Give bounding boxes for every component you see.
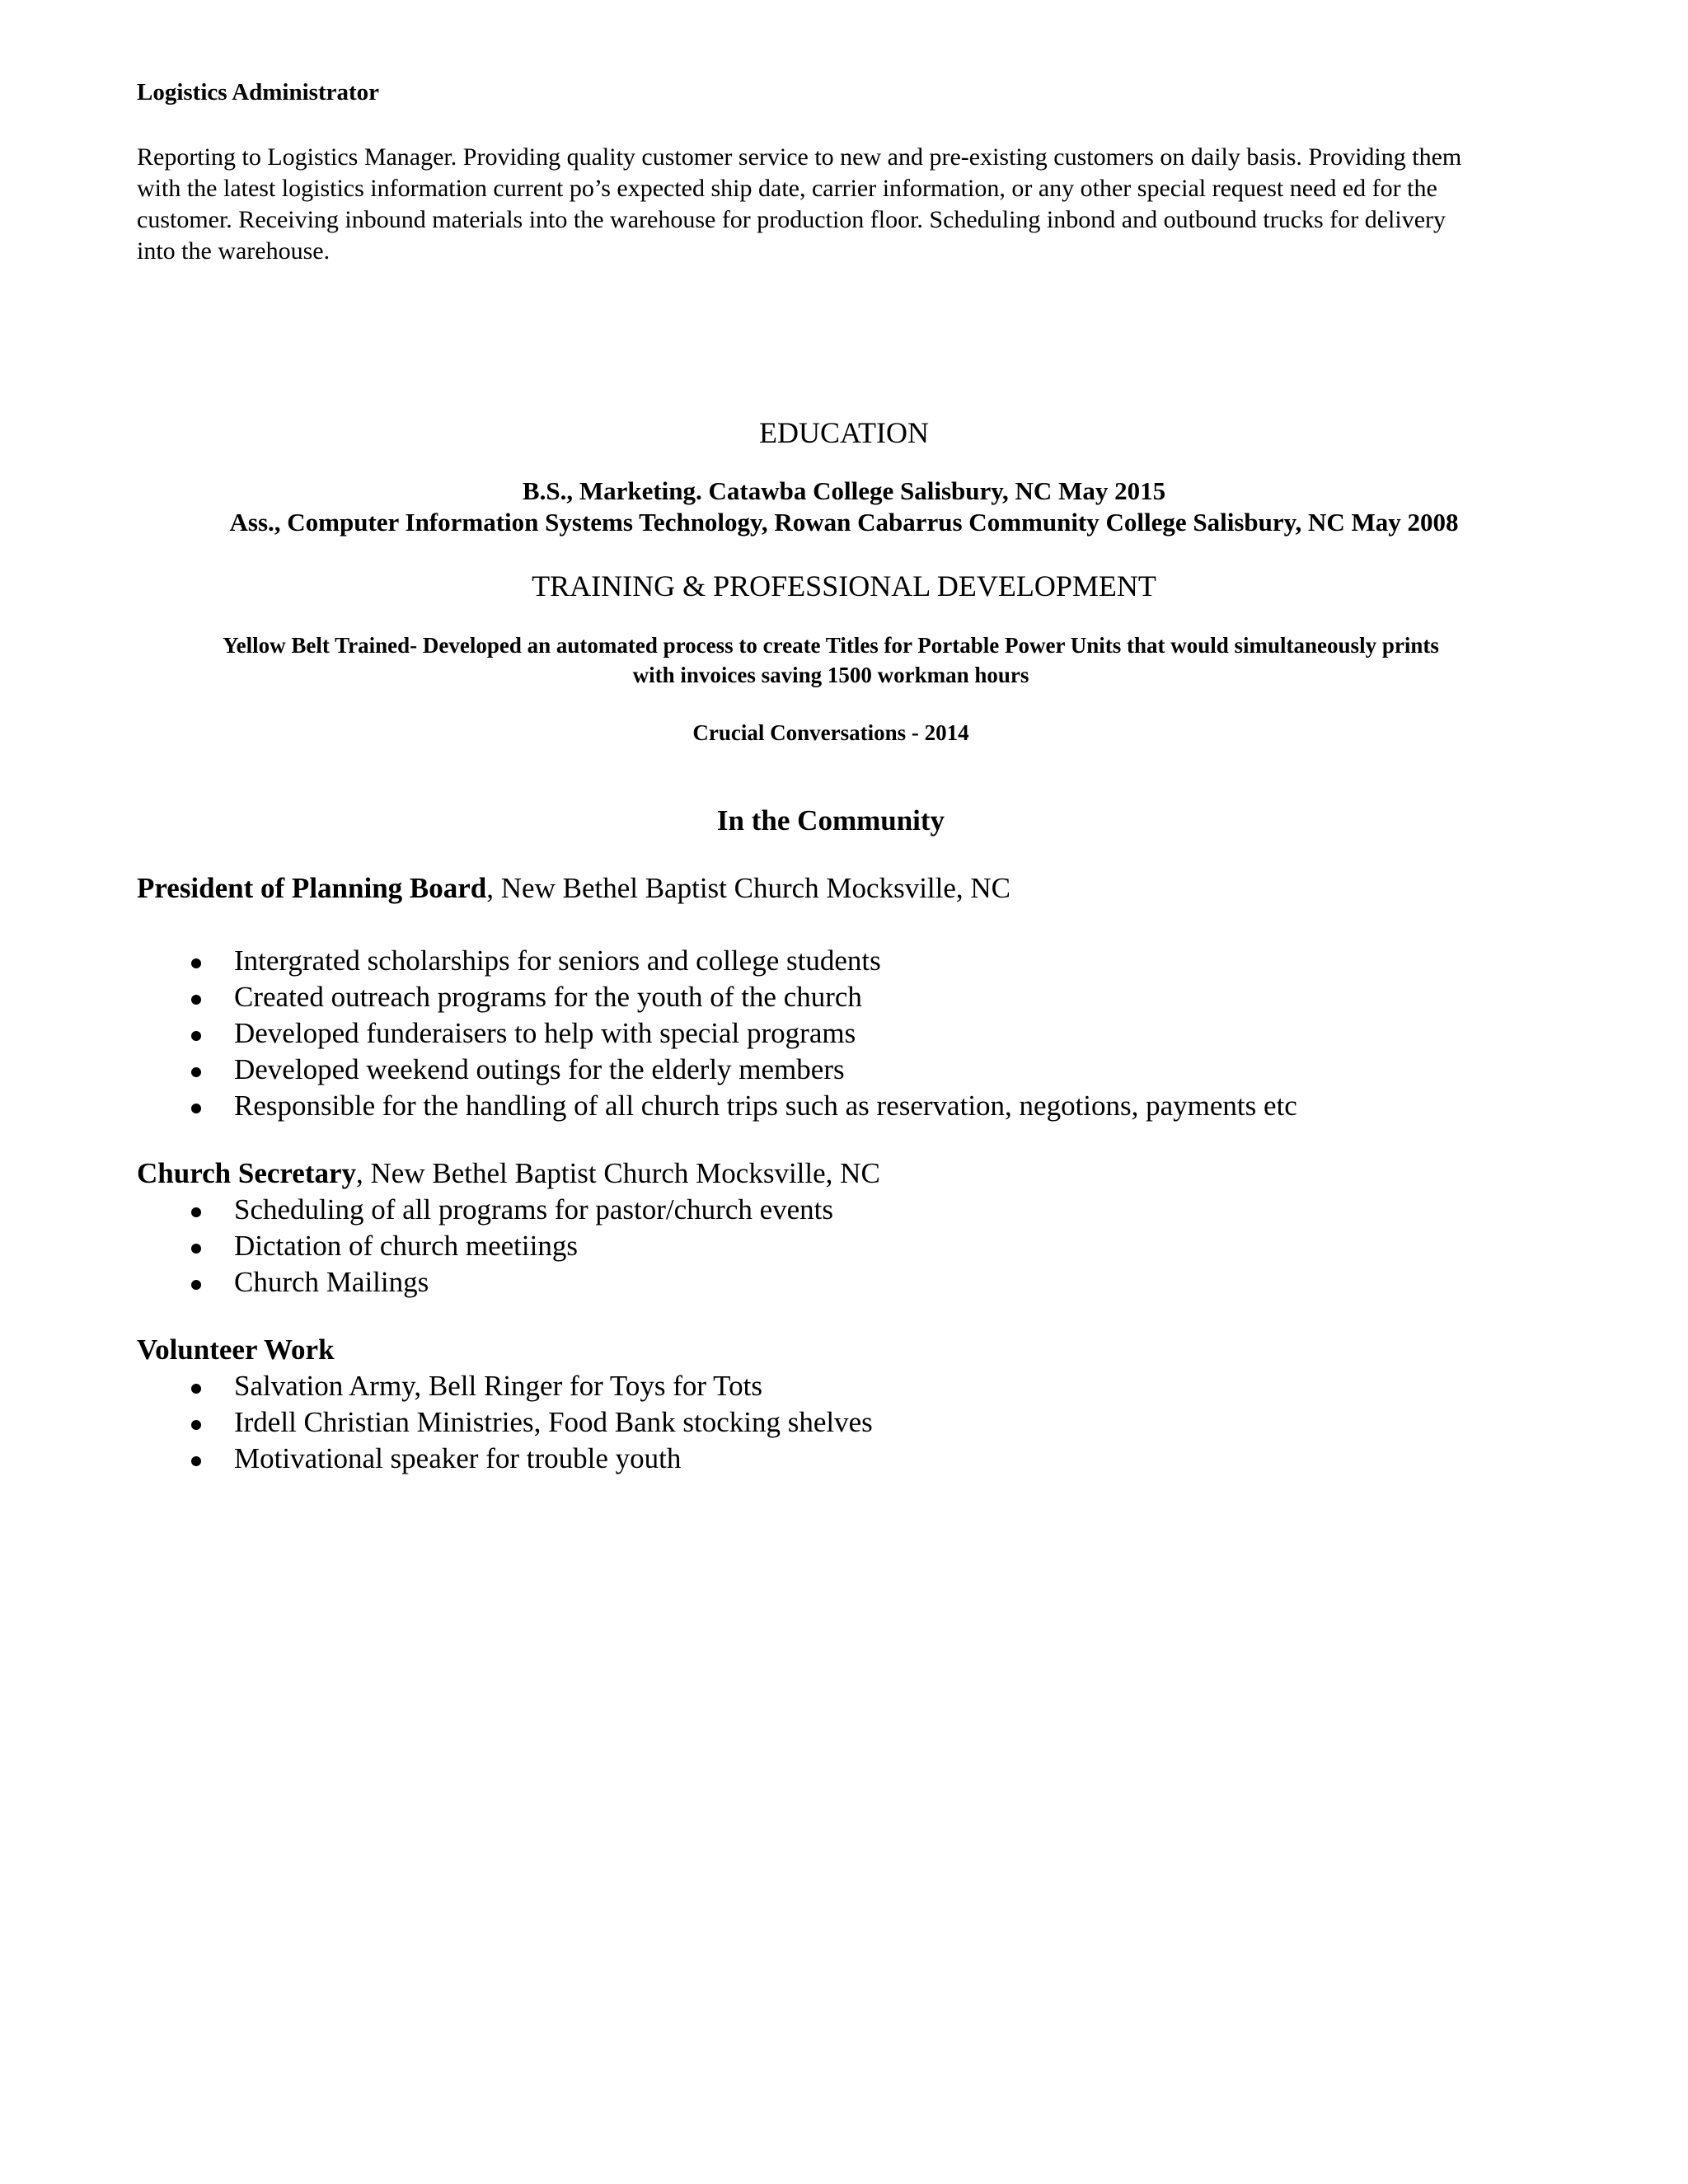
- bullet-icon: [191, 995, 201, 1005]
- volunteer-role-line: [137, 1333, 335, 1366]
- job-description-line: into the warehouse.: [137, 237, 331, 265]
- education-heading: EDUCATION: [759, 416, 929, 449]
- job-description-line: customer. Receiving inbound materials into the warehouse for production floor. Scheduling inbond and outbound trucks for delivery: [137, 206, 1446, 233]
- bullet-icon: [191, 1384, 201, 1394]
- job-title: Logistics Administrator: [137, 79, 380, 105]
- secretary-role-title: Church Secretary: [137, 1157, 357, 1189]
- president-role-title: President of Planning Board: [137, 872, 487, 904]
- training-heading: TRAINING & PROFESSIONAL DEVELOPMENT: [532, 569, 1156, 602]
- education-line: B.S., Marketing. Catawba College Salisbury, NC May 2015: [522, 476, 1166, 505]
- president-role-org: , New Bethel Baptist Church Mocksville, NC: [486, 872, 1011, 904]
- bullet-icon: [191, 1067, 201, 1077]
- bullet-icon: [191, 958, 201, 968]
- resume-page: Logistics Administrator Reporting to Logistics Manager. Providing quality customer service to new and pre-existing customers on daily basis. Providing them with the latest logistics information current po’s expected ship date, carrier information, or any other special request need ed for the customer. Receiving inbound materials into the warehouse for production floor. Scheduling inbond and outbound trucks for delivery into the warehouse. EDUCATION B.S., Marketing. Catawba College Salisbury, NC May 2015 Ass., Computer Information Systems Technology, Rowan Cabarrus Community College Salisbury, NC May 2008 TRAINING & PROFESSIONAL DEVELOPMENT Yellow Belt Trained- Developed an automated process to create Titles for Portable Power Units that would simultaneously prints with invoices saving 1500 workman hours Crucial Conversations - 2014 In the Community President of Planning Board, New Bethel Baptist Church Mocksville, NC Intergrated scholarships for seniors and college students Created outreach programs for the youth of the church Developed funderaisers to help with special programs Developed weekend outings for the elderly members Responsible for the handling of all church trips such as reservation, negotions, payments etc Church Secretary, New Bethel Baptist Church Mocksville, NC Scheduling of all programs for pastor/church events Dictation of church meetiings Church Mailings Volunteer Work Salvation Army, Bell Ringer for Toys for Tots Irdell Christian Ministries, Food Bank stocking shelves Motivational speaker for trouble youth: [0, 0, 1688, 2184]
- bullet-icon: [191, 1280, 201, 1290]
- job-description-line: with the latest logistics information current po’s expected ship date, carrier information, or any other special request need ed for the: [137, 175, 1437, 202]
- secretary-role-line: [137, 1157, 880, 1190]
- community-heading: In the Community: [716, 804, 945, 837]
- bullet-icon: [191, 1456, 201, 1466]
- training-item-line: with invoices saving 1500 workman hours: [632, 663, 1029, 687]
- volunteer-role-title: Volunteer Work: [137, 1333, 335, 1366]
- bullet-icon: [191, 1244, 201, 1254]
- training-item-line: Yellow Belt Trained- Developed an automated process to create Titles for Portable Power Units that would simultaneously prints: [223, 633, 1439, 658]
- bullet-icon: [191, 1104, 201, 1113]
- bullet-icon: [191, 1031, 201, 1041]
- job-description-line: Reporting to Logistics Manager. Providing quality customer service to new and pre-existing customers on daily basis. Providing them: [137, 143, 1462, 171]
- bullet-icon: [191, 1420, 201, 1430]
- education-line: Ass., Computer Information Systems Technology, Rowan Cabarrus Community College Salisbury, NC May 2008: [229, 508, 1459, 537]
- secretary-role-org: , New Bethel Baptist Church Mocksville, NC: [356, 1157, 880, 1189]
- bullet-icon: [191, 1207, 201, 1217]
- training-item: Crucial Conversations - 2014: [692, 720, 969, 745]
- president-role-line: [137, 872, 1010, 905]
